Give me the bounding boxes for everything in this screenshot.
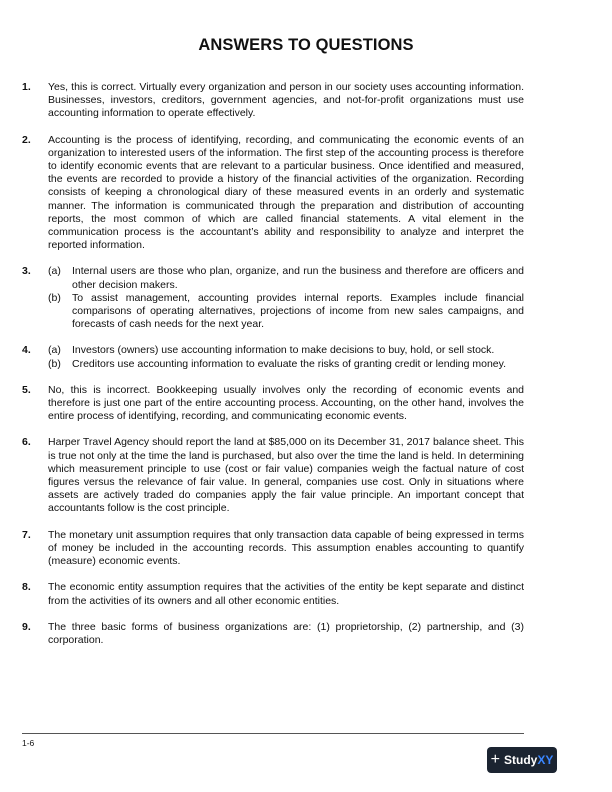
answer-number: 1. xyxy=(22,81,31,93)
subitem-label: (b) xyxy=(48,291,61,304)
footer-divider xyxy=(22,733,524,734)
answer-parts xyxy=(48,344,524,370)
answer-list xyxy=(22,81,524,660)
answer-item xyxy=(22,436,524,515)
answer-number: 2. xyxy=(22,133,31,146)
answer-item xyxy=(22,265,524,331)
logo-text-main: Study xyxy=(503,753,538,767)
answer-text: The three basic forms of business organizations are: (1) proprietorship, (2) partnership, and (3) corporation. xyxy=(48,620,524,646)
subitem-text: Internal users are those who plan, organize, and run the business and therefore are officers and other decision makers. xyxy=(72,265,524,291)
answer-number: 4. xyxy=(22,344,31,357)
subitem-label: (b) xyxy=(48,357,61,370)
answer-parts xyxy=(48,265,524,331)
answer-item xyxy=(22,134,524,253)
subitem-text: To assist management, accounting provides internal reports. Examples include financial comparisons of operating alternatives, projections of income from new sales campaigns, and forecasts of cash needs for the next year. xyxy=(72,291,524,331)
plus-icon: + xyxy=(490,751,500,768)
answer-number: 8. xyxy=(22,581,31,594)
subitem-label: (a) xyxy=(48,265,61,278)
answer-item xyxy=(22,81,524,121)
answer-text: The monetary unit assumption requires that only transaction data capable of being expressed in terms of money be included in the accounting records. This assumption enables accounting to quantify (measure) economic events. xyxy=(48,528,524,568)
answer-subitem xyxy=(48,292,524,332)
answer-number: 5. xyxy=(22,383,31,396)
answer-item xyxy=(22,621,524,647)
page-title: ANSWERS TO QUESTIONS xyxy=(198,36,414,54)
answer-subitem xyxy=(48,265,524,291)
answer-text: Yes, this is correct. Virtually every organization and person in our society uses accounting information. Businesses, investors, creditors, government agencies, and not-for-profit organizations must use accounting information to operate effectively. xyxy=(48,81,524,120)
page-number: 1-6 xyxy=(22,738,35,748)
subitem-label: (a) xyxy=(48,344,61,357)
answer-text: No, this is incorrect. Bookkeeping usually involves only the recording of economic events and therefore is just one part of the entire accounting process. Accounting, on the other hand, involves the entire process of identifying, recording, and communicating economic events. xyxy=(48,383,524,423)
answer-item xyxy=(22,581,524,607)
answer-subitem xyxy=(48,358,524,371)
answer-item xyxy=(22,344,524,370)
answer-item xyxy=(22,529,524,569)
answer-number: 9. xyxy=(22,620,31,633)
subitem-text: Investors (owners) use accounting information to make decisions to buy, hold, or sell stock. xyxy=(72,344,495,357)
answer-number: 7. xyxy=(22,528,31,541)
answer-item xyxy=(22,384,524,424)
answer-text: Harper Travel Agency should report the land at $85,000 on its December 31, 2017 balance sheet. This is true not only at the time the land is purchased, but also over the time the land is held. In determining which measurement principle to use (cost or fair value) companies weigh the factual nature of cost figures versus the relevance of fair value. In general, companies use cost. Only in situations where assets are actively traded do companies apply the fair value principle. An important concept that accountants follow is the cost principle. xyxy=(48,436,524,515)
studyxy-logo[interactable] xyxy=(487,747,557,773)
answer-subitem xyxy=(48,344,524,357)
answer-number: 3. xyxy=(22,265,31,278)
answer-number: 6. xyxy=(22,436,31,449)
logo-text-accent: XY xyxy=(537,753,554,767)
subitem-text: Creditors use accounting information to evaluate the risks of granting credit or lending money. xyxy=(72,357,507,370)
answer-text: The economic entity assumption requires that the activities of the entity be kept separate and distinct from the activities of its owners and all other economic entities. xyxy=(48,581,524,607)
answer-text: Accounting is the process of identifying, recording, and communicating the economic events of an organization to interested users of the information. The first step of the accounting process is therefore to identify economic events that are relevant to a particular business. Once identified and measured, the events are recorded to provide a history of the financial activities of the organization. Recording consists of keeping a chronological diary of these measured events in an orderly and systematic manner. The information is communicated through the preparation and distribution of accounting reports, the most common of which are called financial statements. A vital element in the communication process is the accountant’s ability and responsibility to analyze and interpret the reported information. xyxy=(48,133,524,252)
